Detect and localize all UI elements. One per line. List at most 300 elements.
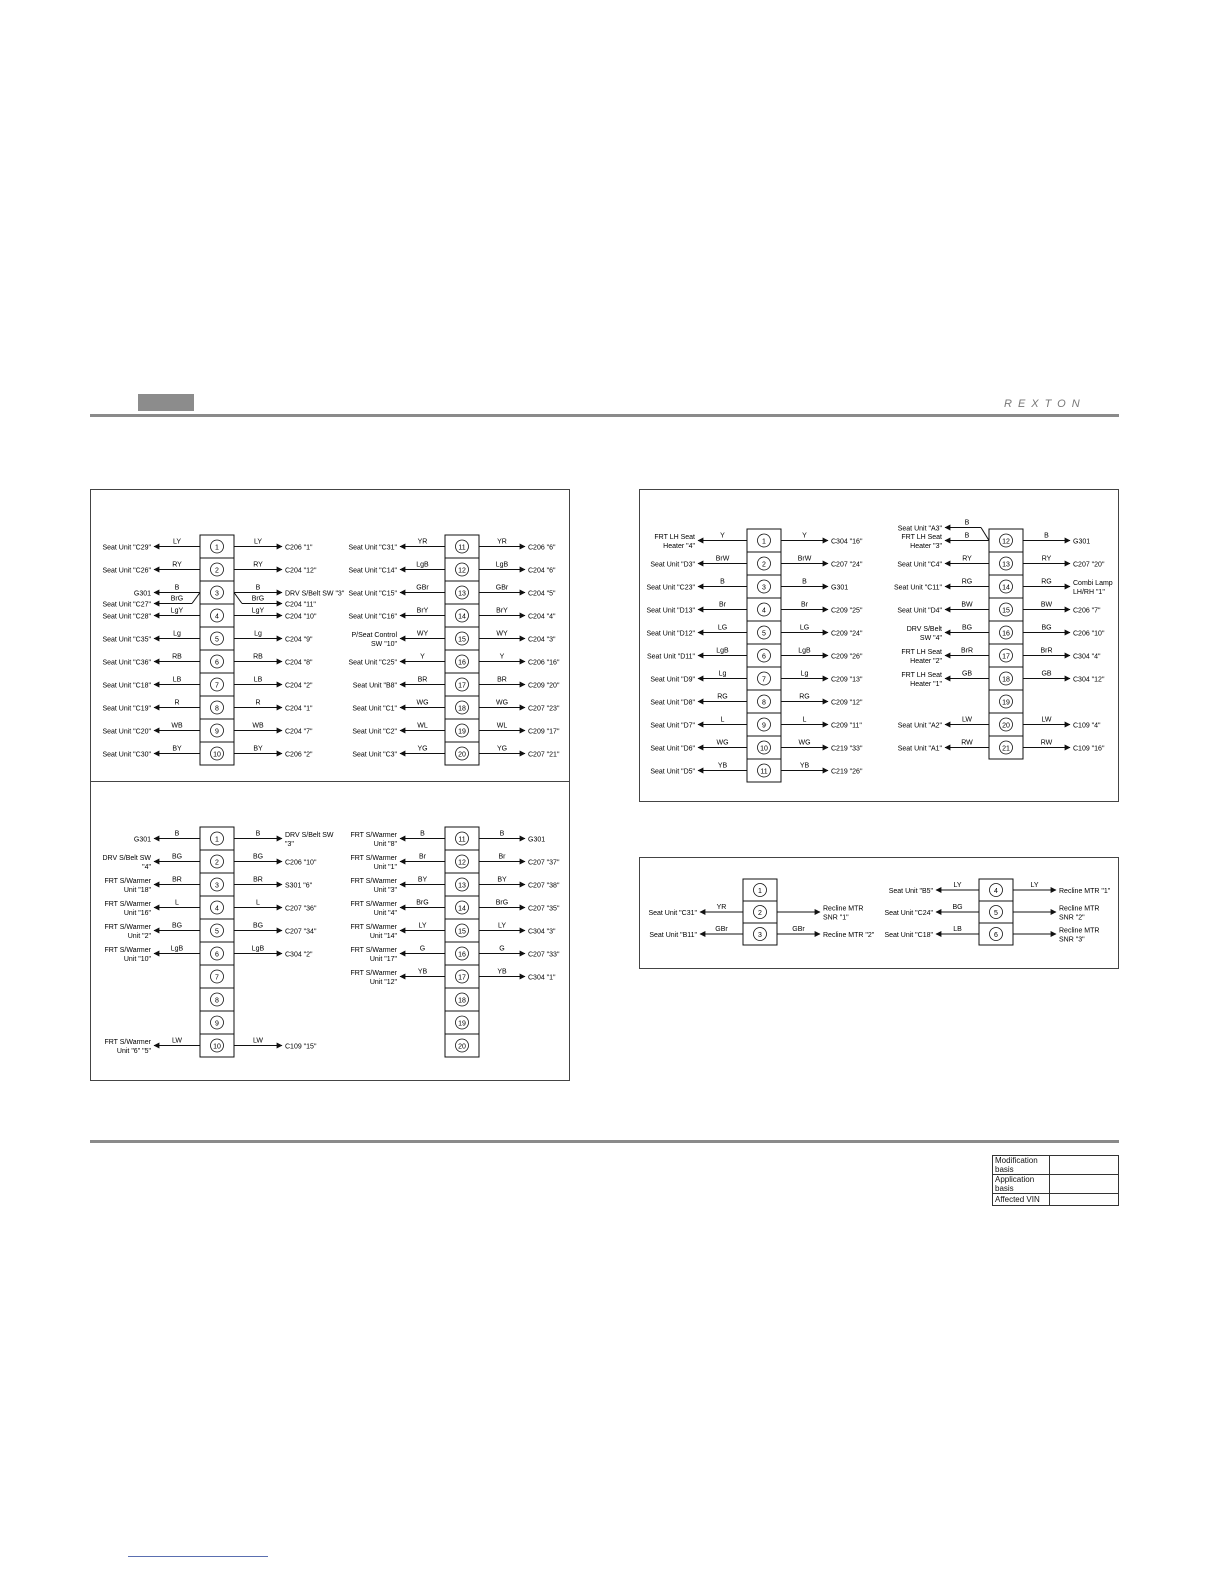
- pin-number: 5: [215, 636, 219, 644]
- pin-number: 20: [1002, 722, 1010, 730]
- pin-number: 9: [215, 1020, 219, 1028]
- wire-color-left: BY: [172, 745, 182, 753]
- wire-color-right: BG: [252, 922, 264, 930]
- terminal-label-left: Seat Unit "B8": [352, 682, 397, 690]
- terminal-label-left: Seat Unit "D4": [897, 607, 942, 615]
- table-cell-label: Application basis: [993, 1175, 1050, 1194]
- pin-number: 8: [215, 997, 219, 1005]
- terminal-label-right: C204 "12": [285, 567, 317, 575]
- terminal-label-left: Seat Unit "D9": [650, 676, 695, 684]
- pin-number: 2: [758, 910, 762, 917]
- terminal-label-right: G301: [528, 836, 546, 844]
- terminal-label-left: Seat Unit "C28": [102, 613, 151, 621]
- pin-number: 3: [758, 932, 762, 939]
- wire-color-left: LgB: [170, 945, 184, 953]
- pin-number: 5: [762, 630, 766, 638]
- wire-color-left: GB: [961, 670, 973, 678]
- terminal-label-left: Seat Unit "C29": [102, 544, 151, 552]
- terminal-label-left: Unit "3": [373, 887, 397, 894]
- terminal-label-right: C204 "2": [285, 682, 313, 690]
- wire-color-right: RG: [799, 693, 810, 701]
- pin-number: 10: [760, 745, 768, 753]
- pin-number: 6: [762, 653, 766, 661]
- terminal-label-left: Unit "10": [123, 956, 151, 963]
- terminal-label-left: FRT S/Warmer: [104, 947, 151, 954]
- wire-color-left: Br: [419, 853, 426, 861]
- wire-color-left: RY: [172, 561, 182, 569]
- wire-color-right: LY: [1030, 882, 1039, 889]
- wire-color-left: LG: [717, 624, 728, 632]
- pin-number: 20: [458, 751, 466, 759]
- wire-color-right: BY: [253, 745, 263, 753]
- terminal-label-right: C209 "26": [831, 653, 863, 661]
- terminal-label-right: G301: [1073, 538, 1091, 546]
- pin-number: 4: [215, 613, 219, 621]
- wire-color-right: WG: [798, 739, 811, 747]
- wire-color-right: BrR: [1040, 647, 1053, 655]
- table-cell-value: [1050, 1156, 1119, 1175]
- terminal-label-left: FRT S/Warmer: [350, 901, 397, 908]
- terminal-label-right: C209 "17": [528, 728, 560, 736]
- pin-number: 19: [1002, 699, 1010, 707]
- terminal-label-left: FRT S/Warmer: [104, 1039, 151, 1046]
- pin-number: 14: [458, 613, 466, 621]
- terminal-label-right: C207 "23": [528, 705, 560, 713]
- terminal-label-left: FRT S/Warmer: [104, 924, 151, 931]
- wire-color-right: BR: [253, 876, 263, 884]
- pin-number: 3: [762, 584, 766, 592]
- terminal-label-right: SNR "2": [1059, 914, 1085, 922]
- pin-number: 11: [458, 836, 466, 844]
- terminal-label-left: DRV S/Belt SW: [102, 855, 151, 862]
- terminal-label-right: C204 "1": [285, 705, 313, 713]
- terminal-label-right: C206 "16": [528, 659, 560, 667]
- wire-color-right: BrG: [495, 899, 509, 907]
- terminal-label-right: C207 "36": [285, 905, 317, 913]
- terminal-label-left: Seat Unit "C20": [102, 728, 151, 736]
- splice-left: [981, 528, 989, 541]
- wire-color-right: BW: [1040, 601, 1053, 609]
- terminal-label-left: Seat Unit "C23": [646, 584, 695, 592]
- terminal-label-right: C206 "1": [285, 544, 313, 552]
- terminal-label-left: Seat Unit "C26": [102, 567, 151, 575]
- table-row: [993, 1175, 1119, 1194]
- terminal-label-left: Unit "1": [373, 864, 397, 871]
- pin-number: 8: [215, 705, 219, 713]
- table-cell-value: [1050, 1194, 1119, 1206]
- terminal-label-left: G301: [133, 590, 151, 598]
- terminal-label-left: FRT S/Warmer: [350, 947, 397, 954]
- footer-link-underline: [128, 1556, 268, 1557]
- pin-number: 18: [1002, 676, 1010, 684]
- pin-number: 16: [458, 951, 466, 959]
- pin-number: 10: [213, 751, 221, 759]
- terminal-label-left: Seat Unit "C18": [102, 682, 151, 690]
- terminal-label-left: Unit "18": [123, 887, 151, 894]
- terminal-label-left: Seat Unit "D11": [646, 653, 695, 661]
- wire-color-right: Br: [801, 601, 808, 609]
- terminal-label-right: C204 "3": [528, 636, 556, 644]
- terminal-label-left: DRV S/Belt: [906, 626, 942, 633]
- terminal-label-right: C207 "37": [528, 859, 560, 867]
- terminal-label-left: Seat Unit "C31": [648, 910, 697, 917]
- wire-color-left: BG: [952, 904, 963, 911]
- wire-color-left: BrG: [170, 595, 184, 603]
- table-cell-value: [1050, 1175, 1119, 1194]
- wire-color-right: LgB: [798, 647, 811, 655]
- terminal-label-left: SW "4": [919, 635, 942, 642]
- wire-color-left: WL: [417, 722, 428, 730]
- pin-number: 17: [458, 682, 466, 690]
- wire-color-left: GBr: [715, 926, 728, 933]
- wire-color-left: WG: [416, 699, 429, 707]
- wire-color-left: RG: [961, 578, 973, 586]
- pin-number: 15: [458, 928, 466, 936]
- wire-color-right: L: [256, 899, 260, 907]
- pin-number: 4: [762, 607, 766, 615]
- terminal-label-right: Recline MTR "1": [1059, 888, 1111, 895]
- terminal-label-right: C207 "20": [1073, 561, 1105, 569]
- terminal-label-left: FRT S/Warmer: [350, 970, 397, 977]
- wire-color-left: BG: [171, 853, 183, 861]
- table-row: [993, 1194, 1119, 1206]
- pin-number: 17: [458, 974, 466, 982]
- wire-color-left: RW: [961, 739, 973, 747]
- terminal-label-left: Heater "4": [663, 543, 695, 550]
- pin-number: 13: [1002, 561, 1010, 569]
- terminal-label-left: Unit "8": [373, 841, 397, 848]
- wire-color-right: LW: [1041, 716, 1052, 724]
- terminal-label-left: Unit "12": [369, 979, 397, 986]
- terminal-label-left: Seat Unit "C14": [348, 567, 397, 575]
- wire-color-right: LB: [253, 676, 263, 684]
- terminal-label-left: Seat Unit "C16": [348, 613, 397, 621]
- pin-number: 14: [458, 905, 466, 913]
- wire-color-left: LgY: [170, 607, 184, 615]
- wire-color-left: B: [720, 578, 725, 586]
- pin-number: 20: [458, 1043, 466, 1051]
- terminal-label-right: C209 "20": [528, 682, 560, 690]
- pin-number: 9: [762, 722, 766, 730]
- wire-color-left: YR: [417, 538, 428, 546]
- terminal-label-left: FRT S/Warmer: [350, 855, 397, 862]
- terminal-label-left: FRT S/Warmer: [350, 924, 397, 931]
- pin-number: 5: [994, 910, 998, 917]
- terminal-label-right: C204 "11": [285, 601, 316, 609]
- terminal-label-right: C204 "4": [528, 613, 556, 621]
- terminal-label-left: Heater "2": [910, 658, 942, 665]
- table-cell-label: Affected VIN: [993, 1194, 1050, 1206]
- wire-color-right: LgB: [251, 945, 265, 953]
- wire-color-left: G: [419, 945, 426, 953]
- terminal-label-left: SW "10": [371, 641, 397, 648]
- wire-color-left: YG: [417, 745, 428, 753]
- terminal-label-right: SNR "1": [823, 914, 849, 922]
- wire-color-right: RW: [1040, 739, 1053, 747]
- pin-number: 21: [1002, 745, 1010, 753]
- pin-number: 11: [458, 544, 466, 552]
- pin-number: 6: [994, 932, 998, 939]
- terminal-label-right: C204 "9": [285, 636, 313, 644]
- terminal-label-left: Seat Unit "B11": [649, 932, 697, 939]
- wire-color-right: LG: [799, 624, 810, 632]
- wire-color-left: YR: [716, 904, 727, 911]
- terminal-label-right: C206 "7": [1073, 607, 1101, 615]
- terminal-label-right: C304 "3": [528, 928, 556, 936]
- wire-color-right: BG: [252, 853, 264, 861]
- terminal-label-right: C209 "12": [831, 699, 863, 707]
- terminal-label-right: "3": [285, 841, 294, 848]
- terminal-label-right: C207 "34": [285, 928, 317, 936]
- terminal-label-left: Seat Unit "C2": [352, 728, 397, 736]
- revision-info-table: [992, 1155, 1119, 1206]
- wire-color-right: WG: [495, 699, 509, 707]
- pin-number: 12: [458, 859, 466, 867]
- terminal-label-right: DRV S/Belt SW "3": [285, 590, 345, 598]
- terminal-label-right: C304 "4": [1073, 653, 1101, 661]
- terminal-label-left: FRT LH Seat: [901, 649, 942, 656]
- terminal-label-right: C219 "33": [831, 745, 863, 753]
- terminal-label-right: C204 "8": [285, 659, 313, 667]
- wire-color-right: BrW: [797, 555, 812, 563]
- wire-color-left: WB: [171, 722, 183, 730]
- terminal-label-left: Unit "14": [369, 933, 397, 940]
- terminal-label-left: Seat Unit "D8": [650, 699, 695, 707]
- wire-color-left: BR: [172, 876, 182, 884]
- terminal-label-right: C206 "6": [528, 544, 556, 552]
- terminal-label-left: Seat Unit "D7": [650, 722, 695, 730]
- terminal-label-left: Heater "3": [910, 543, 942, 550]
- table-cell-label: Modification basis: [993, 1156, 1050, 1175]
- wire-color-left: Y: [720, 532, 725, 540]
- pin-number: 2: [762, 561, 766, 569]
- terminal-label-left: FRT S/Warmer: [104, 901, 151, 908]
- terminal-label-left: FRT S/Warmer: [350, 878, 397, 885]
- pin-number: 13: [458, 590, 466, 598]
- terminal-label-left: P/Seat Control: [351, 632, 397, 639]
- terminal-label-left: "4": [142, 864, 151, 871]
- terminal-label-right: C204 "10": [285, 613, 317, 621]
- terminal-label-left: Seat Unit "C36": [102, 659, 151, 667]
- wire-color-left: RB: [172, 653, 182, 661]
- terminal-label-right: C206 "2": [285, 751, 313, 759]
- terminal-label-left: FRT S/Warmer: [350, 832, 397, 839]
- terminal-label-left: Unit "6" "5": [116, 1048, 151, 1055]
- terminal-label-left: FRT S/Warmer: [104, 878, 151, 885]
- terminal-label-right: C304 "16": [831, 538, 863, 546]
- terminal-label-left: Seat Unit "C25": [348, 659, 397, 667]
- wire-color-right: RB: [253, 653, 263, 661]
- wire-color-right: Y: [499, 653, 505, 661]
- terminal-label-right: C207 "21": [528, 751, 560, 759]
- terminal-label-right: LH/RH "1": [1073, 589, 1105, 596]
- wire-color-right: B: [1044, 532, 1049, 540]
- pin-number: 18: [458, 997, 466, 1005]
- wire-color-right: YB: [799, 762, 810, 770]
- terminal-label-right: S301 "6": [285, 882, 313, 890]
- splice-right: [234, 593, 242, 604]
- terminal-label-right: C109 "4": [1073, 722, 1101, 730]
- wire-color-right: B: [802, 578, 807, 586]
- wire-color-left: B: [174, 584, 180, 592]
- wire-color-left: B: [964, 532, 970, 540]
- terminal-label-left: Unit "2": [127, 933, 151, 940]
- terminal-label-left: Seat Unit "C31": [348, 544, 397, 552]
- pin-number: 9: [215, 728, 219, 736]
- terminal-label-left: Seat Unit "C4": [897, 561, 942, 569]
- terminal-label-right: C204 "7": [285, 728, 313, 736]
- wire-color-left: BR: [417, 676, 428, 684]
- terminal-label-right: C304 "2": [285, 951, 313, 959]
- wire-color-right: BrG: [251, 595, 265, 603]
- wire-color-left: BW: [961, 601, 973, 609]
- terminal-label-left: Seat Unit "C15": [348, 590, 397, 598]
- terminal-label-right: C209 "24": [831, 630, 863, 638]
- wire-color-left: LB: [953, 926, 962, 933]
- wire-color-left: BrY: [416, 607, 429, 615]
- terminal-label-right: Combi Lamp: [1073, 580, 1113, 587]
- wire-color-right: YR: [497, 538, 507, 546]
- terminal-label-right: C207 "35": [528, 905, 560, 913]
- pin-number: 7: [215, 682, 219, 690]
- terminal-label-left: Seat Unit "D13": [646, 607, 695, 615]
- terminal-label-left: FRT LH Seat: [654, 534, 695, 541]
- wire-color-left: BG: [961, 624, 973, 632]
- terminal-label-left: Seat Unit "C3": [352, 751, 397, 759]
- wire-color-right: YG: [496, 745, 508, 753]
- pin-number: 6: [215, 659, 219, 667]
- terminal-label-right: Recline MTR: [1059, 927, 1100, 935]
- pin-number: 1: [758, 888, 762, 895]
- table-row: [993, 1156, 1119, 1175]
- wire-color-right: Y: [802, 532, 807, 540]
- wire-color-left: B: [420, 830, 425, 838]
- wire-color-left: LW: [172, 1037, 182, 1045]
- wire-color-right: YB: [497, 968, 507, 976]
- terminal-label-right: SNR "3": [1059, 936, 1085, 944]
- pin-number: 12: [458, 567, 466, 575]
- pin-number: 2: [215, 859, 219, 867]
- wire-color-right: BG: [1041, 624, 1052, 632]
- terminal-label-right: Recline MTR "2": [823, 932, 875, 939]
- wire-color-right: BR: [497, 676, 507, 684]
- terminal-label-left: Unit "4": [373, 910, 397, 917]
- wire-color-right: R: [255, 699, 261, 707]
- wire-color-left: YB: [717, 762, 728, 770]
- terminal-label-right: C209 "25": [831, 607, 863, 615]
- terminal-label-right: C209 "11": [831, 722, 862, 730]
- pin-number: 2: [215, 567, 219, 575]
- terminal-label-right: C209 "13": [831, 676, 863, 684]
- wire-color-right: Lg: [800, 670, 809, 678]
- pin-number: 7: [215, 974, 219, 982]
- wire-color-left: L: [720, 716, 725, 724]
- terminal-label-right: C304 "1": [528, 974, 556, 982]
- wire-color-left: LgB: [716, 647, 729, 655]
- wire-color-left: LW: [962, 716, 972, 724]
- wire-color-right: LgY: [251, 607, 265, 615]
- wire-color-right: B: [255, 830, 261, 838]
- terminal-label-right: C109 "16": [1073, 745, 1105, 753]
- terminal-label-right: Recline MTR: [823, 905, 864, 913]
- terminal-label-left: Seat Unit "D6": [650, 745, 695, 753]
- wire-color-left: Lg: [173, 630, 181, 638]
- terminal-label-left: Unit "16": [123, 910, 151, 917]
- terminal-label-left: Seat Unit "C30": [102, 751, 151, 759]
- wire-color-right: LY: [497, 922, 507, 930]
- wire-color-left: L: [175, 899, 179, 907]
- pin-number: 4: [215, 905, 219, 913]
- pin-number: 1: [215, 544, 219, 552]
- terminal-label-right: DRV S/Belt SW: [285, 832, 334, 839]
- terminal-label-left: Seat Unit "A2": [897, 722, 942, 730]
- terminal-label-left: Seat Unit "C35": [102, 636, 151, 644]
- pin-number: 10: [213, 1043, 221, 1051]
- wire-color-left: BrW: [715, 555, 730, 563]
- pin-number: 7: [762, 676, 766, 684]
- wire-color-right: B: [499, 830, 505, 838]
- wire-color-left: B: [174, 830, 180, 838]
- terminal-label-right: C304 "12": [1073, 676, 1105, 684]
- wire-color-left: LY: [953, 882, 962, 889]
- wire-color-left: R: [174, 699, 180, 707]
- terminal-label-left: Seat Unit "A1": [897, 745, 942, 753]
- pin-number: 19: [458, 728, 466, 736]
- pin-number: 3: [215, 882, 219, 890]
- terminal-label-right: C219 "26": [831, 768, 863, 776]
- pin-number: 12: [1002, 538, 1010, 546]
- wire-color-right: LW: [253, 1037, 263, 1045]
- pin-number: 8: [762, 699, 766, 707]
- wire-color-right: WL: [496, 722, 508, 730]
- terminal-label-left: Seat Unit "D3": [650, 561, 695, 569]
- wire-color-right: LgB: [495, 561, 509, 569]
- wire-color-left: BrR: [960, 647, 974, 655]
- wire-color-right: G: [499, 945, 505, 953]
- terminal-label-right: C207 "38": [528, 882, 560, 890]
- pin-number: 16: [458, 659, 466, 667]
- wire-color-left: RG: [717, 693, 728, 701]
- wire-color-right: RY: [253, 561, 263, 569]
- terminal-label-left: Seat Unit "C27": [102, 601, 151, 609]
- terminal-label-left: FRT LH Seat: [901, 534, 942, 541]
- terminal-label-right: C204 "5": [528, 590, 556, 598]
- pin-number: 5: [215, 928, 219, 936]
- terminal-label-left: Seat Unit "C1": [352, 705, 397, 713]
- pin-number: 17: [1002, 653, 1010, 661]
- wire-color-left: GBr: [416, 584, 429, 592]
- wire-color-left: Y: [420, 653, 425, 661]
- wire-color-left: WY: [416, 630, 429, 638]
- wire-color-right: L: [802, 716, 807, 724]
- terminal-label-right: G301: [831, 584, 849, 592]
- wire-color-left: Br: [719, 601, 726, 609]
- wire-color-right: GB: [1041, 670, 1052, 678]
- terminal-label-left: Seat Unit "C24": [884, 910, 933, 917]
- wire-color-left: BrG: [416, 899, 429, 907]
- wire-color-right: LY: [253, 538, 263, 546]
- wire-color-right: RY: [1041, 555, 1052, 563]
- pin-number: 1: [215, 836, 219, 844]
- pin-number: 15: [458, 636, 466, 644]
- pin-number: 18: [458, 705, 466, 713]
- terminal-label-left: Heater "1": [910, 681, 942, 688]
- terminal-label-left: G301: [133, 836, 151, 844]
- pin-number: 1: [762, 538, 766, 546]
- wire-color-right: GBr: [792, 926, 805, 933]
- pin-number: 6: [215, 951, 219, 959]
- brand-logo: REXTON: [1004, 398, 1086, 410]
